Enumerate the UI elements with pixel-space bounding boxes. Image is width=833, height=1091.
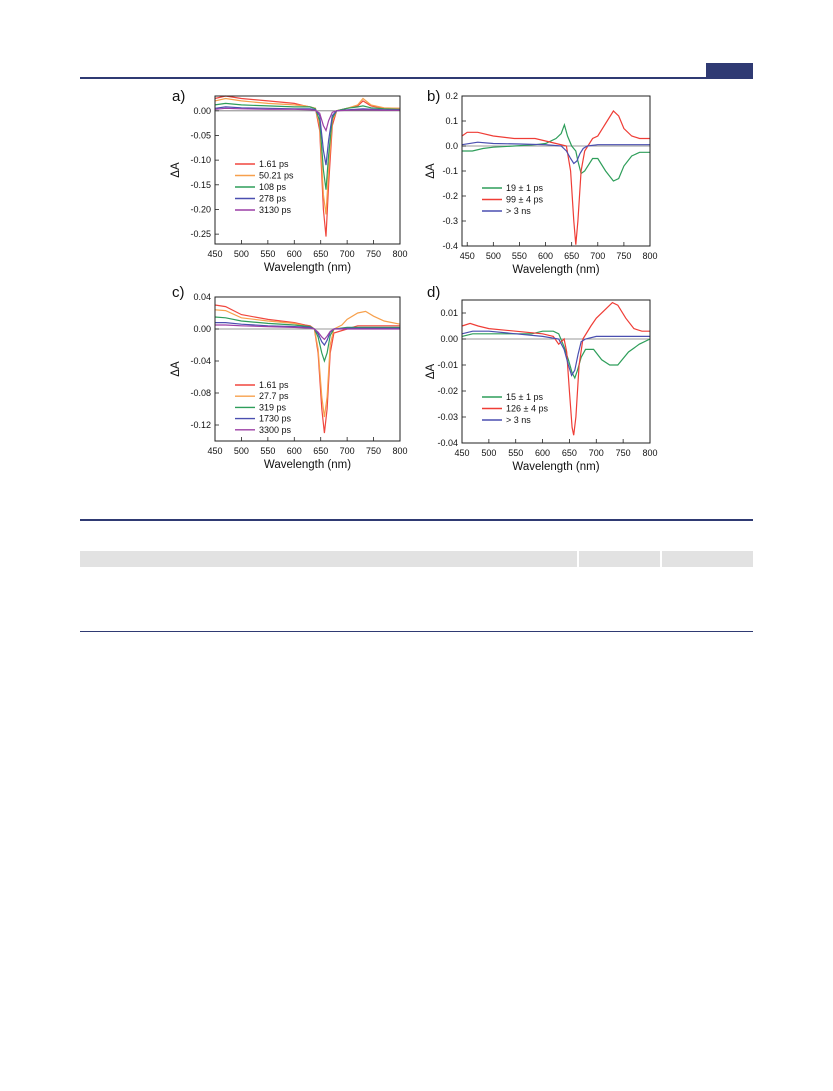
legend-label: 1730 ps [259,413,292,424]
y-axis-label: ΔA [170,361,182,377]
y-tick-label: 0.00 [193,324,211,334]
y-axis-label: ΔA [425,363,437,380]
series-line [215,317,400,361]
legend-label: 19 ± 1 ps [506,183,543,193]
legend-label: 278 ps [259,193,287,204]
x-tick-label: 750 [366,249,382,259]
series-line [215,107,400,165]
x-tick-label: 450 [459,251,475,261]
x-tick-label: 650 [313,446,329,456]
y-tick-label: -0.04 [190,356,211,366]
x-tick-label: 550 [260,446,276,456]
panel-plot [420,88,670,280]
legend-label: 126 ± 4 ps [506,403,548,414]
x-tick-label: 750 [616,251,632,261]
plot-frame [462,300,650,443]
y-tick-label: -0.03 [437,412,458,422]
y-tick-label: -0.20 [190,204,211,215]
series-line [215,96,400,237]
panel-letter: c) [172,284,185,301]
x-tick-label: 650 [561,448,577,458]
figure-panel-d [420,284,670,480]
series-line [215,103,400,189]
x-tick-label: 600 [286,446,302,456]
plot-frame [215,96,400,244]
panel-plot [165,88,415,280]
series-line [215,99,400,215]
x-tick-label: 600 [535,448,551,458]
y-tick-label: 0.2 [445,91,458,101]
series-line [462,331,650,375]
panel-letter: b) [427,88,441,105]
legend-label: 1.61 ps [259,380,289,390]
x-tick-label: 550 [511,251,527,261]
x-tick-label: 700 [339,249,355,259]
x-tick-label: 500 [481,448,497,458]
y-tick-label: 0.00 [440,334,458,344]
x-tick-label: 450 [207,249,223,259]
legend-label: 27.7 ps [259,391,289,402]
y-tick-label: 0.0 [445,141,458,151]
legend-label: 1.61 ps [259,159,289,169]
x-tick-label: 700 [588,448,604,458]
y-tick-label: -0.12 [190,420,211,430]
x-tick-label: 750 [366,446,382,456]
legend-label: 50.21 ps [259,170,294,181]
y-tick-label: 0.01 [440,308,458,318]
y-tick-label: -0.3 [442,216,458,226]
y-tick-label: -0.25 [190,229,211,240]
x-axis-label: Wavelength (nm) [263,262,352,274]
series-line [462,303,650,436]
x-tick-label: 450 [207,446,223,456]
x-tick-label: 800 [642,251,658,261]
x-tick-label: 500 [233,446,249,456]
x-axis-label: Wavelength (nm) [512,461,600,473]
figure-panel-c [165,284,415,474]
y-tick-label: 0.04 [193,292,211,302]
x-tick-label: 750 [615,448,631,458]
legend-label: 15 ± 1 ps [506,392,543,402]
x-tick-label: 500 [485,251,501,261]
figure-panel-b [420,88,670,280]
y-tick-label: -0.01 [437,360,458,370]
y-axis-label: ΔA [170,162,182,178]
x-tick-label: 650 [564,251,580,261]
x-tick-label: 600 [286,249,302,259]
legend-label: 108 ps [259,182,287,192]
legend-label: > 3 ns [506,206,531,216]
legend-label: > 3 ns [506,415,531,425]
table-top-rule [80,519,753,521]
table-bottom-rule [80,631,753,632]
legend-label: 3130 ps [259,205,292,215]
x-tick-label: 800 [392,249,408,259]
y-tick-label: -0.2 [442,191,458,201]
table-header-band [80,551,753,567]
x-tick-label: 800 [392,446,408,456]
panel-letter: a) [172,88,186,105]
x-tick-label: 700 [590,251,606,261]
column-separator [660,551,662,567]
x-axis-label: Wavelength (nm) [263,459,352,471]
x-tick-label: 700 [339,446,355,456]
figure-panel-a [165,88,415,280]
series-line [215,108,400,130]
header-rule [80,77,753,79]
y-tick-label: 0.1 [445,116,458,126]
panel-plot [165,284,415,474]
y-tick-label: -0.05 [190,130,211,141]
page-number-tab [706,63,753,78]
panel-plot [420,284,670,480]
y-tick-label: -0.04 [437,438,458,448]
series-line [462,142,650,163]
y-tick-label: 0.00 [193,105,211,116]
y-tick-label: -0.4 [442,241,458,251]
column-separator [577,551,579,567]
panel-letter: d) [427,284,441,301]
legend-label: 319 ps [259,402,287,413]
y-tick-label: -0.15 [190,179,211,190]
legend-label: 99 ± 4 ps [506,194,543,205]
y-tick-label: -0.08 [190,388,211,398]
y-axis-label: ΔA [425,163,437,179]
series-line [462,111,650,245]
x-tick-label: 650 [313,249,329,259]
x-tick-label: 550 [260,249,276,259]
y-tick-label: -0.02 [437,386,458,396]
x-tick-label: 800 [642,448,658,458]
x-tick-label: 600 [538,251,554,261]
y-tick-label: -0.1 [442,166,458,176]
x-tick-label: 550 [508,448,524,458]
x-tick-label: 450 [454,448,470,458]
x-axis-label: Wavelength (nm) [512,264,600,276]
y-tick-label: -0.10 [190,155,211,166]
series-line [462,125,650,181]
legend-label: 3300 ps [259,424,292,435]
plot-frame [215,297,400,441]
x-tick-label: 500 [233,249,249,259]
